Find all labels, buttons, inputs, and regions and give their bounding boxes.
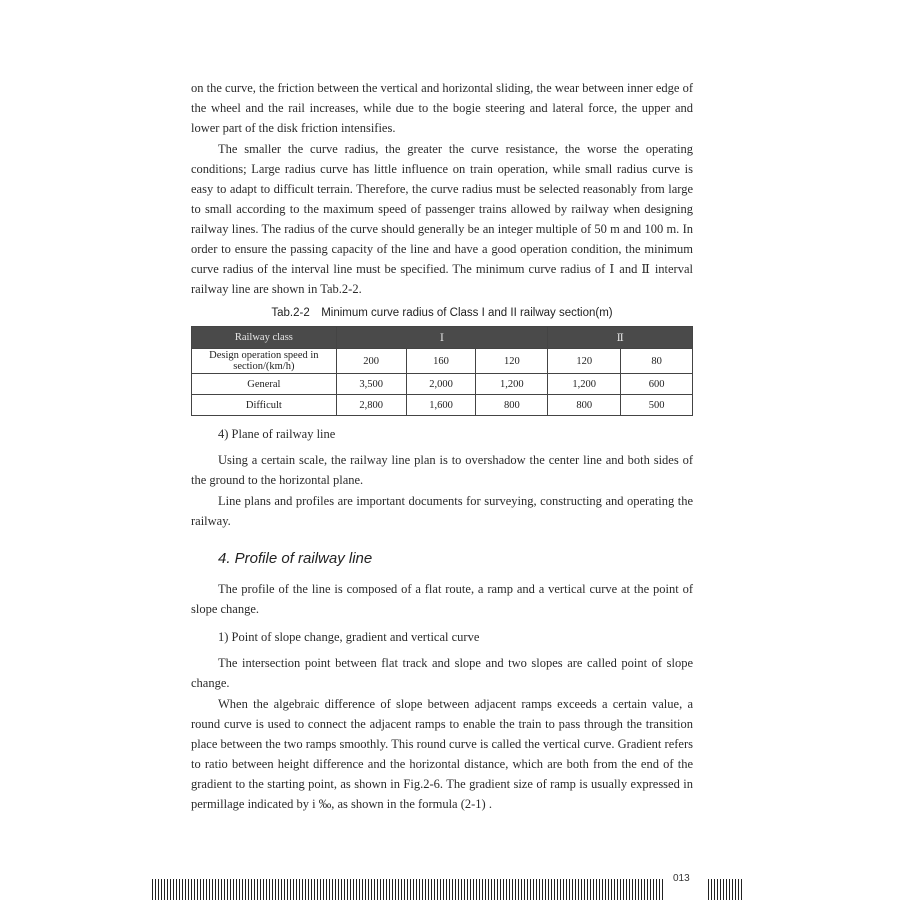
table-cell: 500 — [621, 395, 693, 416]
paragraph: The intersection point between flat track and slope and two slopes are called point of slope change. — [191, 656, 693, 690]
table-row — [192, 395, 693, 416]
table-cell: 1,600 — [406, 395, 476, 416]
table-header-row — [192, 327, 693, 349]
subheading: 1) Point of slope change, gradient and vertical curve — [218, 630, 480, 644]
table-cell: General — [192, 374, 337, 395]
table-cell: 600 — [621, 374, 693, 395]
table-header-cell: Ⅱ — [548, 327, 693, 349]
paragraph: The smaller the curve radius, the greater the curve resistance, the worse the operating conditions; Large radius curve has little influence on train operation, while small radius curve is easy to adapt to difficult terrain. Therefore, the curve radius must be selected reasonably from large to small according to the maximum speed of passenger trains allowed by railway when designing railway lines. The radius of the curve should generally be an integer multiple of 50 m and 100 m. In order to ensure the passing capacity of the line and have a good operation condition, the minimum curve radius of the interval line must be specified. The minimum curve radius of Ⅰ and Ⅱ interval railway line are shown in Tab.2-2. — [191, 142, 693, 296]
table-cell: 2,800 — [336, 395, 406, 416]
table-cell: Design operation speed in section/(km/h) — [192, 349, 337, 374]
table-row — [192, 374, 693, 395]
table-row — [192, 349, 693, 374]
table-cell: Difficult — [192, 395, 337, 416]
table-cell: 1,200 — [476, 374, 548, 395]
table-cell: 2,000 — [406, 374, 476, 395]
paragraph: Line plans and profiles are important documents for surveying, constructing and operating the railway. — [191, 494, 693, 528]
table-cell: 200 — [336, 349, 406, 374]
curve-radius-table — [191, 326, 693, 416]
page-content — [191, 78, 693, 815]
table-cell: 1,200 — [548, 374, 621, 395]
table-cell: 800 — [476, 395, 548, 416]
table-cell: 80 — [621, 349, 693, 374]
section-heading: 4. Profile of railway line — [218, 550, 373, 567]
table-cell: 120 — [548, 349, 621, 374]
page-number: 013 — [673, 873, 690, 884]
paragraph: When the algebraic difference of slope between adjacent ramps exceeds a certain value, a round curve is used to connect the adjacent ramps to enable the train to pass through the transition place between the two ramps smoothly. This round curve is called the vertical curve. Gradient refers to ratio between height difference and the horizontal distance, which are both from the end of the gradient to the starting point, as shown in Fig.2-6. The gradient size of ramp is usually expressed in permillage indicated by i ‰, as shown in the formula (2-1) . — [191, 697, 693, 811]
table-header-cell: Ⅰ — [336, 327, 548, 349]
table-cell: 3,500 — [336, 374, 406, 395]
paragraph: Using a certain scale, the railway line plan is to overshadow the center line and both sides of the ground to the horizontal plane. — [191, 453, 693, 487]
table-cell: 800 — [548, 395, 621, 416]
table-cell: 120 — [476, 349, 548, 374]
subheading: 4) Plane of railway line — [218, 427, 336, 441]
paragraph: The profile of the line is composed of a flat route, a ramp and a vertical curve at the point of slope change. — [191, 582, 693, 616]
paragraph: on the curve, the friction between the vertical and horizontal sliding, the wear between inner edge of the wheel and the rail increases, while due to the bogie steering and lateral force, the upper and lower part of the disk friction intensifies. — [191, 81, 693, 135]
barcode-decoration — [152, 879, 665, 900]
table-header-cell: Railway class — [192, 327, 337, 349]
barcode-decoration — [708, 879, 744, 900]
page-footer — [152, 870, 744, 900]
table-caption: Tab.2-2 Minimum curve radius of Class I and II railway section(m) — [271, 307, 613, 319]
table-cell: 160 — [406, 349, 476, 374]
